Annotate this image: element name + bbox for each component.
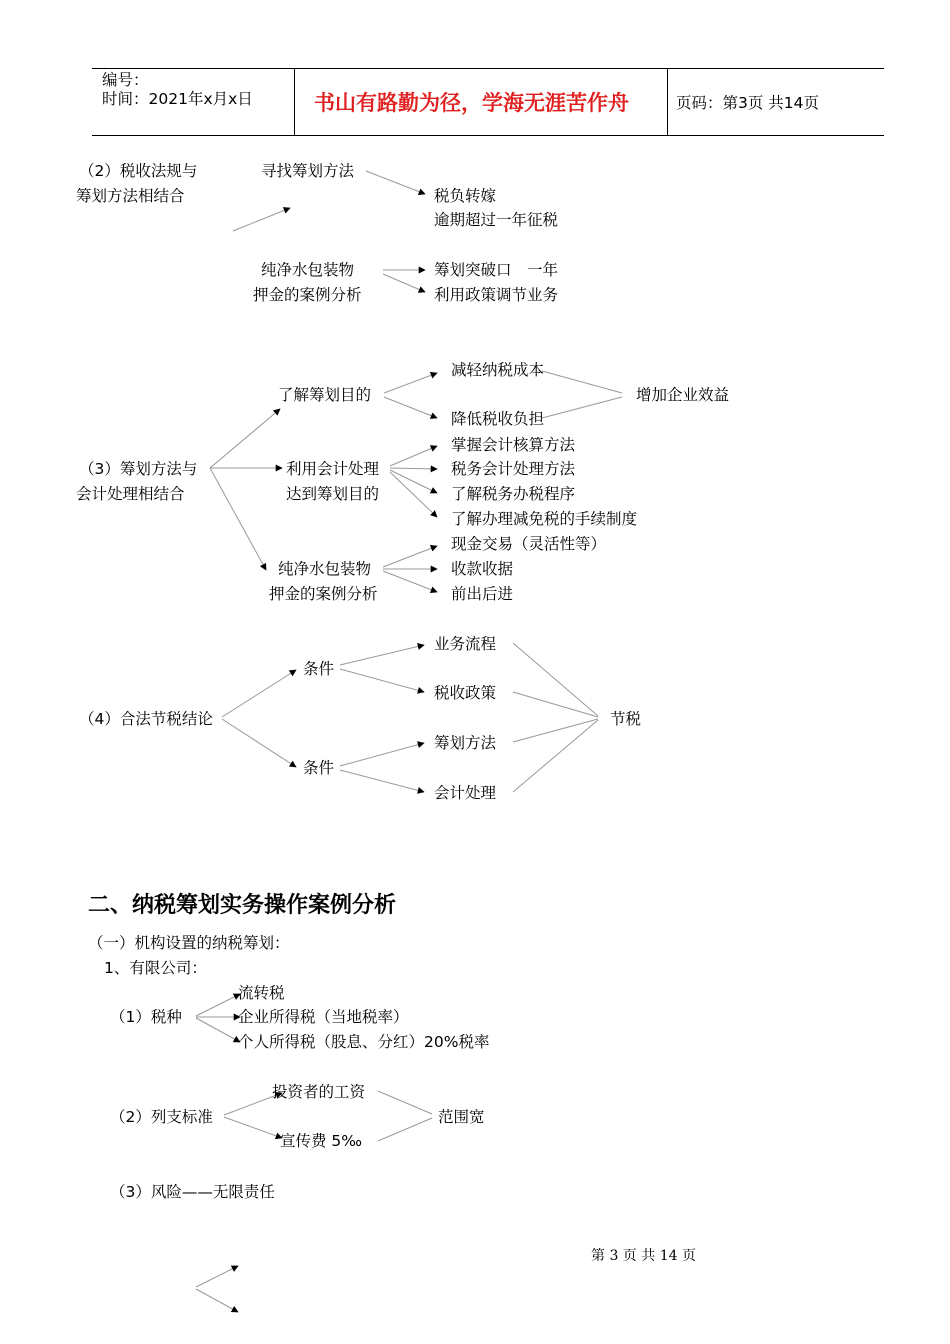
- section4-accounting: 会计处理: [434, 784, 497, 802]
- section3-use-accounting-line2: 达到筹划目的: [286, 485, 380, 503]
- connector-line: [222, 719, 296, 767]
- section3-tax-procedure: 了解税务办税程序: [451, 485, 576, 503]
- section3-increase-benefit: 增加企业效益: [636, 386, 730, 404]
- connector-line: [210, 468, 266, 570]
- section2-case-line2: 押金的案例分析: [253, 286, 362, 304]
- section4-business-flow: 业务流程: [434, 635, 497, 653]
- header-time: 时间：2021年x月x日: [102, 90, 253, 108]
- connector-line: [542, 397, 622, 418]
- section3-reduce-cost: 减轻纳税成本: [451, 361, 545, 379]
- connector-line: [378, 1091, 432, 1114]
- connector-line: [378, 1118, 432, 1141]
- section3-exemption-procedure: 了解办理减免税的手续制度: [451, 510, 638, 528]
- connector-line: [224, 1117, 282, 1138]
- connector-line: [340, 645, 424, 665]
- part2-investor-salary: 投资者的工资: [272, 1083, 366, 1101]
- section2-label-line2: 筹划方法相结合: [76, 187, 185, 205]
- header-page-label: 页码：第3页 共14页: [676, 94, 820, 112]
- section3-label-line1: （3）筹划方法与: [79, 460, 198, 478]
- section3-lower-burden: 降低税收负担: [451, 410, 545, 428]
- connector-line: [383, 274, 425, 292]
- connector-line: [383, 546, 437, 567]
- part2-turnover-tax: 流转税: [238, 984, 285, 1002]
- section3-case-line2: 押金的案例分析: [269, 585, 378, 603]
- section2-label-line1: （2）税收法规与: [79, 162, 198, 180]
- connector-line: [366, 171, 425, 194]
- page-footer: 第 3 页 共 14 页: [591, 1248, 696, 1264]
- section3-receipt: 收款收据: [451, 560, 514, 578]
- connector-line: [384, 373, 437, 393]
- section4-tax-policy: 税收政策: [434, 684, 497, 702]
- connector-line: [390, 470, 437, 493]
- section3-tax-accounting: 税务会计处理方法: [451, 460, 576, 478]
- connector-line: [542, 371, 622, 393]
- part2-corporate-tax: 企业所得税（当地税率）: [238, 1008, 409, 1026]
- connector-line: [390, 468, 437, 469]
- part2-risk: （3）风险——无限责任: [110, 1183, 275, 1201]
- part2-deduction-label: （2）列支标准: [110, 1108, 213, 1126]
- section4-label: （4）合法节税结论: [79, 710, 213, 728]
- header-slogan: 书山有路勤为径，学海无涯苦作舟: [314, 91, 629, 115]
- connector-line: [210, 409, 280, 468]
- connector-line: [233, 208, 290, 231]
- section2-use-policy: 利用政策调节业务: [434, 286, 559, 304]
- section2-case-line1: 纯净水包装物: [261, 261, 355, 279]
- connector-line: [513, 643, 598, 716]
- section2-breakthrough: 筹划突破口 一年: [434, 261, 559, 279]
- section2-tax-shift: 税负转嫁: [434, 187, 497, 205]
- section3-fifo: 前出后进: [451, 585, 514, 603]
- section4-planning-method: 筹划方法: [434, 734, 497, 752]
- connector-line: [390, 446, 437, 466]
- part2-tax-types-label: （1）税种: [110, 1008, 182, 1026]
- part2-sub1: （一）机构设置的纳税筹划：: [88, 934, 290, 952]
- section3-use-accounting-line1: 利用会计处理: [286, 460, 380, 478]
- section3-label-line2: 会计处理相结合: [76, 485, 185, 503]
- section4-condition-2: 条件: [303, 759, 335, 777]
- header-serial: 编号：: [102, 71, 149, 89]
- connector-line: [196, 1018, 240, 1042]
- connector-line: [340, 743, 424, 766]
- connector-line: [383, 571, 437, 592]
- connector-line: [390, 472, 437, 517]
- section3-master-accounting: 掌握会计核算方法: [451, 436, 576, 454]
- part2-wide-range: 范围宽: [438, 1108, 485, 1126]
- connector-line: [384, 397, 437, 418]
- section3-cash-trade: 现金交易（灵活性等）: [451, 535, 607, 553]
- part2-personal-tax: 个人所得税（股息、分红）20%税率: [238, 1033, 490, 1051]
- section2-overdue-tax: 逾期超过一年征税: [434, 211, 559, 229]
- part2-sub1-1: 1、有限公司：: [104, 959, 207, 977]
- part2-heading: 二、纳税筹划实务操作案例分析: [88, 893, 397, 918]
- connector-line: [340, 770, 424, 792]
- section3-case-line1: 纯净水包装物: [278, 560, 372, 578]
- connector-line: [196, 1289, 238, 1312]
- part2-publicity-fee: 宣传费 5‰: [280, 1132, 363, 1150]
- section4-condition-1: 条件: [303, 660, 335, 678]
- section2-find-method: 寻找筹划方法: [261, 162, 355, 180]
- section3-understand-goal: 了解筹划目的: [278, 386, 372, 404]
- section4-save-tax: 节税: [610, 710, 642, 728]
- connector-line: [196, 1266, 238, 1287]
- connector-line: [222, 670, 296, 717]
- connector-line: [196, 994, 240, 1016]
- connector-line: [340, 669, 424, 692]
